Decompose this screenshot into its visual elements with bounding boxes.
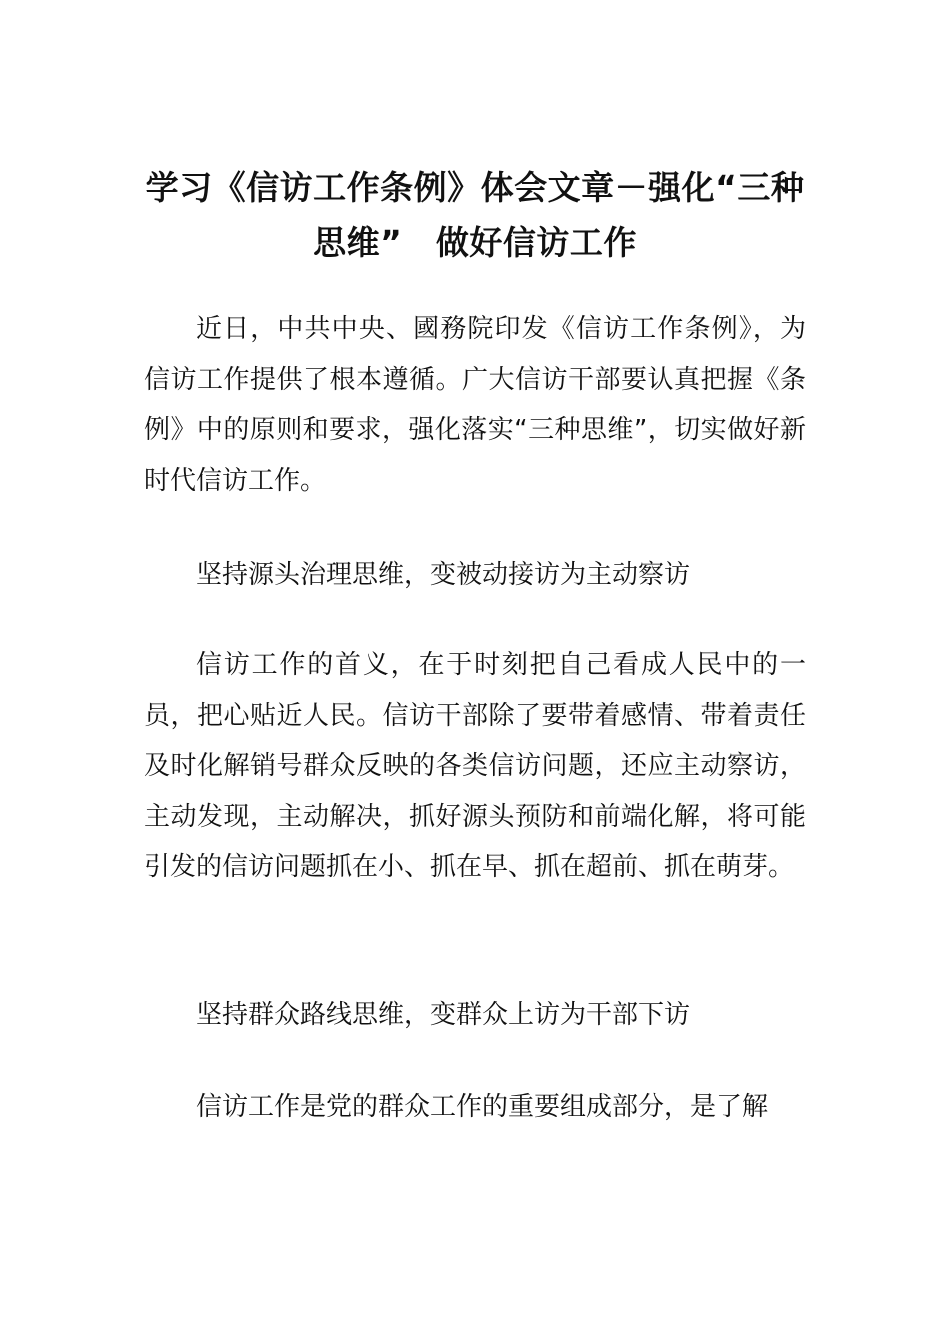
document-title: 学习《信访工作条例》体会文章－强化“三种思维” 做好信访工作 <box>145 168 805 262</box>
paragraph-mass-line: 信访工作是党的群众工作的重要组成部分，是了解 <box>196 1092 769 1122</box>
section-heading-mass-line: 坚持群众路线思维，变群众上访为干部下访 <box>196 1000 691 1030</box>
paragraph-intro: 近日，中共中央、國務院印发《信访工作条例》，为信访工作提供了根本遵循。广大信访干部要认真把握《条例》中的原则和要求，强化落实“三种思维”，切实做好新时代信访工作。 <box>144 314 806 496</box>
paragraph-source-governance: 信访工作的首义，在于时刻把自己看成人民中的一员，把心贴近人民。信访干部除了要带着感情、带着责任及时化解销号群众反映的各类信访问题，还应主动察访，主动发现，主动解决，抓好源头预防和前端化解，将可能引发的信访问题抓在小、抓在早、抓在超前、抓在萌芽。 <box>144 650 806 882</box>
section-heading-source-governance: 坚持源头治理思维，变被动接访为主动察访 <box>196 560 691 590</box>
